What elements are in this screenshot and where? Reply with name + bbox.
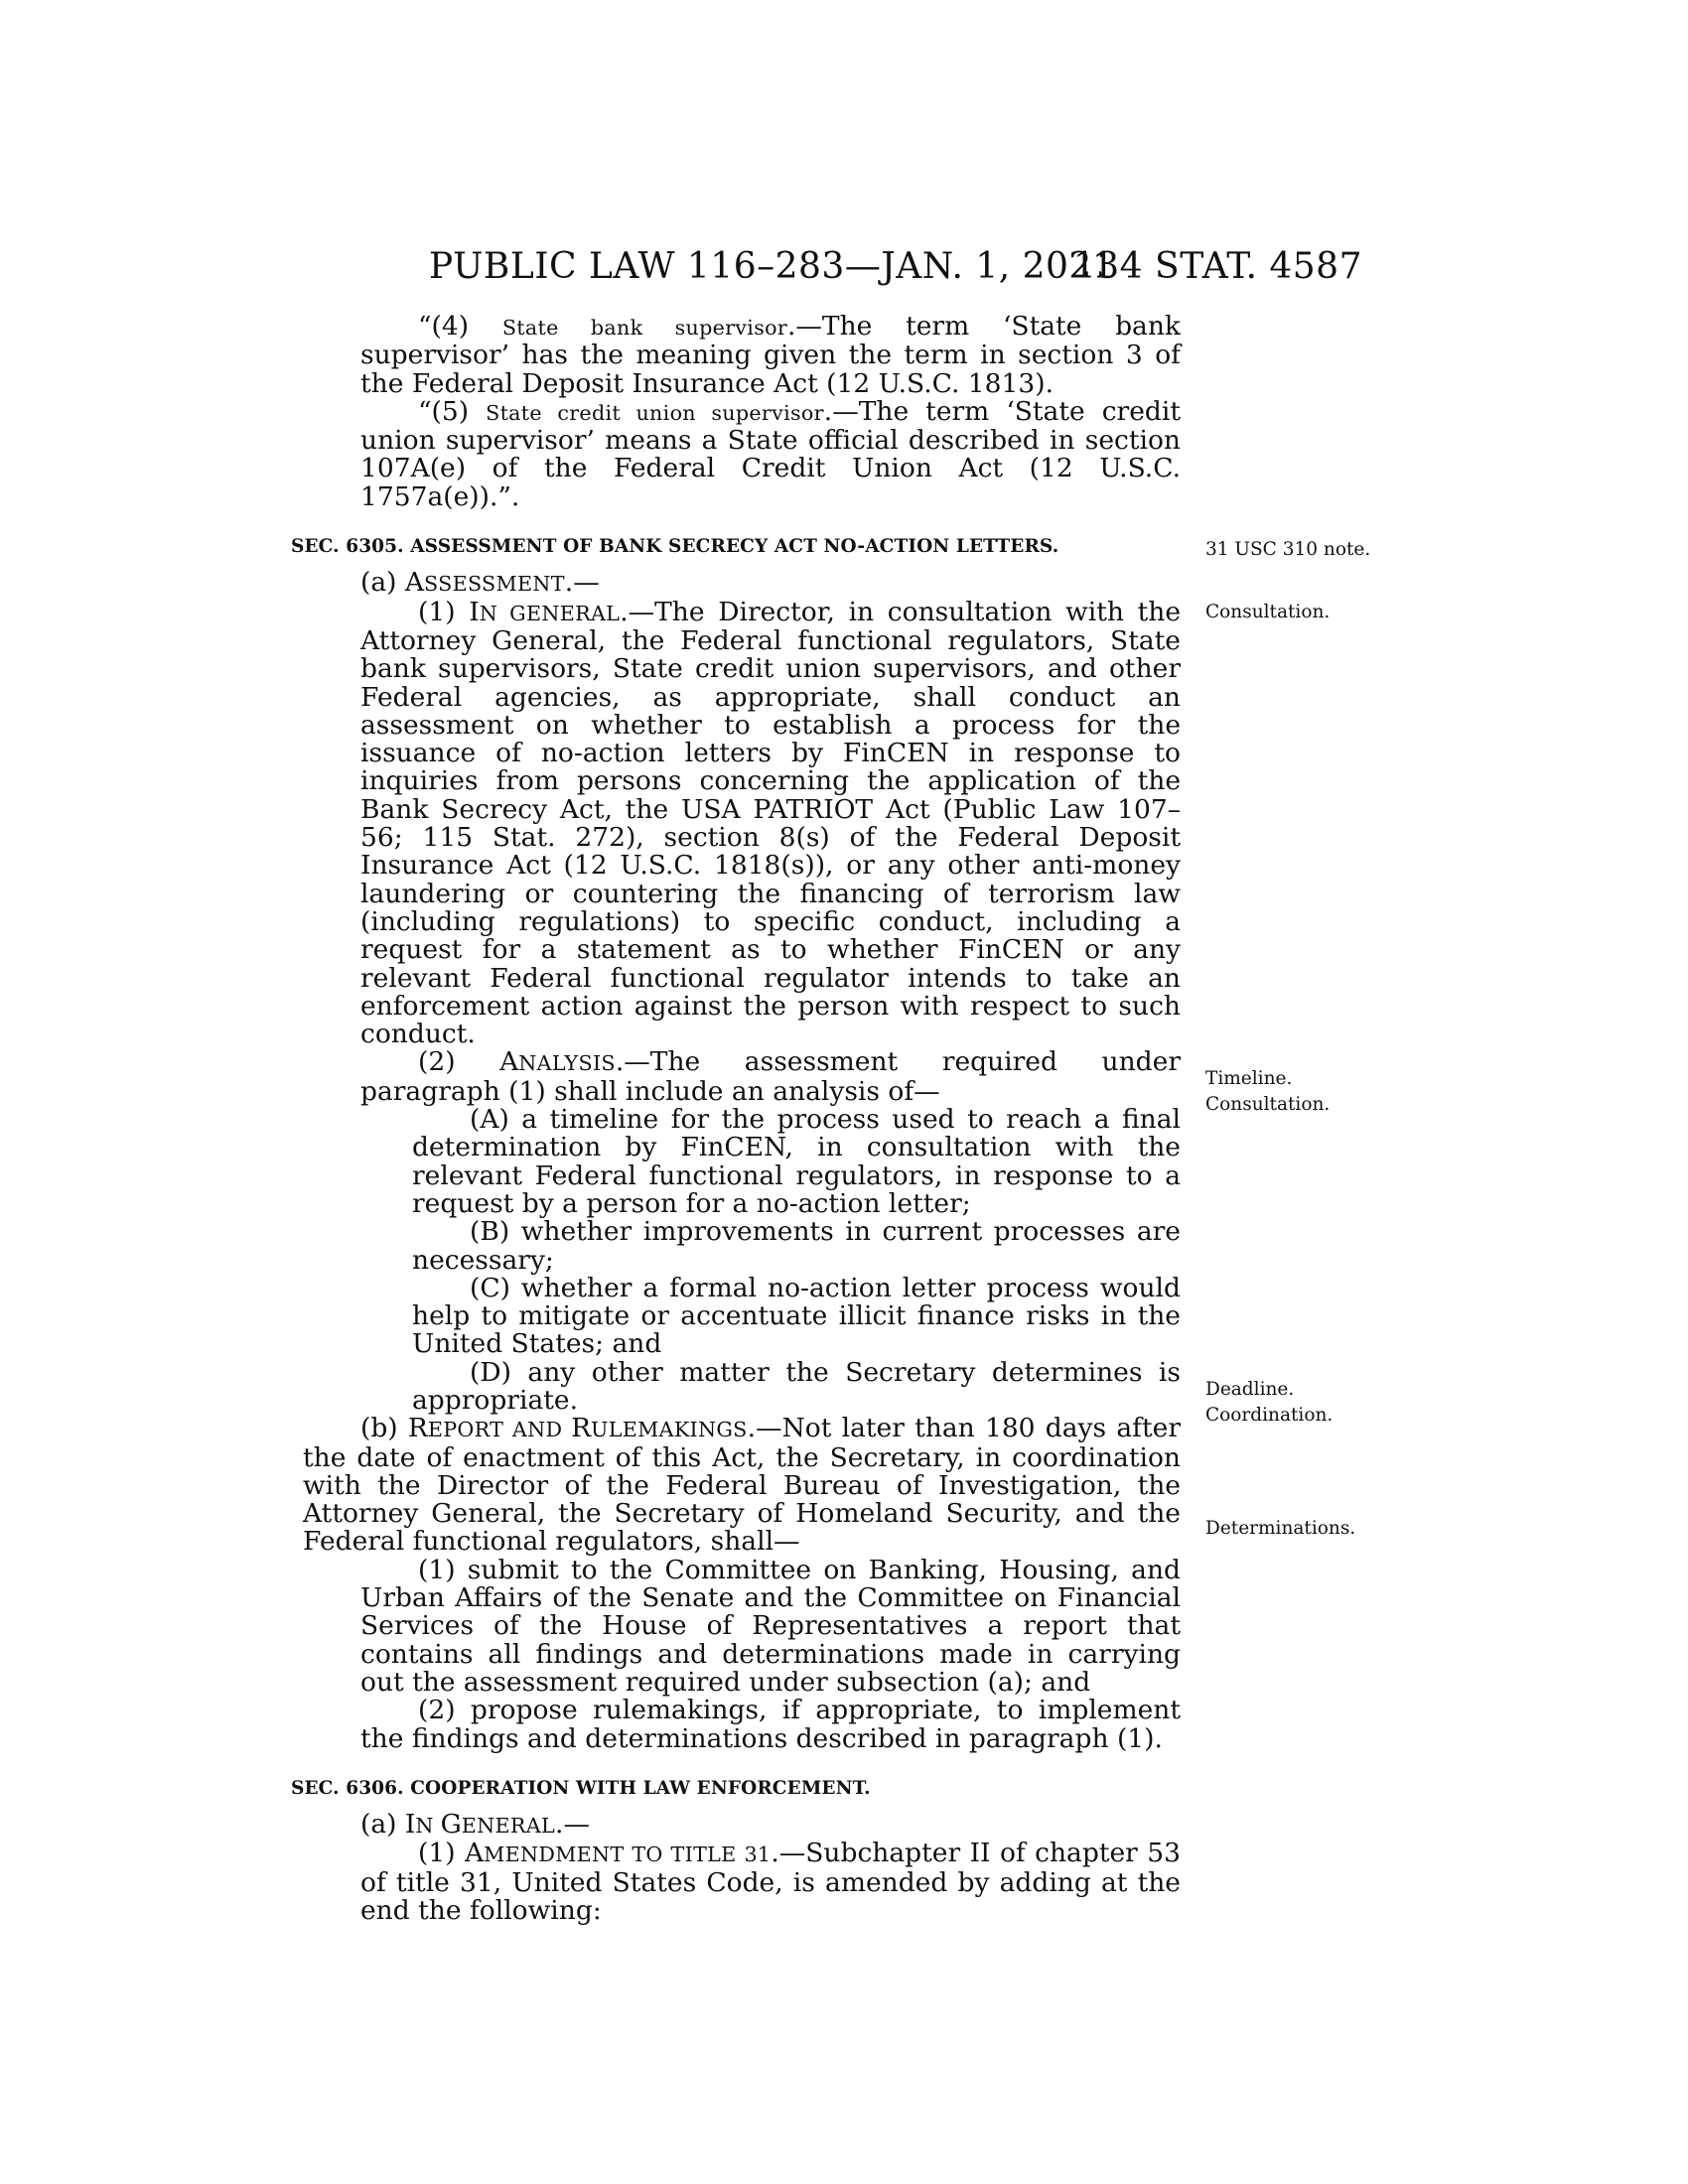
paragraph-heading: NALYSIS: [518, 1051, 616, 1076]
margin-note-determinations: Determinations.: [1205, 1518, 1356, 1539]
subsection-heading-rest: ULEMAKINGS: [591, 1418, 748, 1442]
margin-note-line: Coordination.: [1205, 1405, 1334, 1426]
paragraph-heading: State credit union supervisor: [486, 400, 824, 425]
margin-note-line: Timeline.: [1205, 1068, 1293, 1089]
section-6306-heading: SEC. 6306. COOPERATION WITH LAW ENFORCEMENT.: [291, 1777, 871, 1799]
body-text: [291, 311, 1181, 1927]
paragraph-number: “(5): [418, 395, 487, 427]
subsection-number: (a) I: [360, 1809, 416, 1841]
paragraph-text: .—Subchapter II of chapter 53 of title 31, United States Code, is amended by adding at the end the following:: [360, 1838, 1181, 1927]
paragraph-4: [303, 313, 1181, 398]
paragraph-number: (1) I: [418, 596, 480, 627]
subparagraph-C: (C) whether a formal no-action letter process would help to mitigate or accentuate illicit finance risks in the United States; and: [412, 1272, 1181, 1360]
page-stat-number: 134 STAT. 4587: [1072, 246, 1362, 287]
subsection-6306-a: [303, 1811, 1181, 1840]
subsection-dash: .—: [564, 567, 600, 599]
paragraph-text: .—The assessment required under paragraph (1) shall include an analysis of—: [360, 1046, 1181, 1107]
subsection-a: [303, 569, 1181, 598]
subparagraph-D: (D) any other matter the Secretary determines is appropriate.: [412, 1356, 1181, 1416]
subsection-b: [303, 1415, 1181, 1556]
paragraph-5: [303, 395, 1181, 512]
paragraph-text: .—The term ‘State bank supervisor’ has the meaning given the term in section 3 of the Federal Deposit Insurance Act (12 U.S.C. 1813).: [360, 311, 1181, 399]
section-6305-heading: SEC. 6305. ASSESSMENT OF BANK SECRECY ACT NO-ACTION LETTERS.: [291, 536, 1059, 558]
margin-note-consultation: Consultation.: [1205, 602, 1331, 622]
paragraph-number: (1) A: [418, 1838, 485, 1869]
subsection-heading: N: [415, 1814, 441, 1839]
subsection-heading-cap: G: [440, 1809, 462, 1841]
paragraph-text: .—The Director, in consultation with the Attorney General, the Federal functional regulators, State bank supervisors, State credit union supervisors, and other Federal agencies, as appropriate, shall conduct an assessment on whether to establish a process for the issuance of no-action letters by FinCEN in response to inquiries from persons concerning the application of the Bank Secrecy Act, the USA PATRIOT Act (Public Law 107–56; 115 Stat. 272), section 8(s) of the Federal Deposit Insurance Act (12 U.S.C. 1818(s)), or any other anti-money laundering or countering the financing of terrorism law (including regulations) to specific conduct, including a request for a statement as to whether FinCEN or any relevant Federal functional regulator intends to take an enforcement action against the person with respect to such conduct.: [360, 596, 1181, 1050]
paragraph-b2: (2) propose rulemakings, if appropriate, to implement the findings and determinations described in paragraph (1).: [360, 1695, 1181, 1754]
paragraph-a2: [303, 1048, 1181, 1106]
subsection-dash: .—: [555, 1809, 590, 1841]
margin-note-line: Deadline.: [1205, 1379, 1295, 1400]
paragraph-6306-a1: [303, 1840, 1181, 1925]
subparagraph-B: (B) whether improvements in current processes are necessary;: [412, 1216, 1181, 1276]
paragraph-a1: [303, 596, 1181, 1050]
paragraph-number: (2) A: [418, 1046, 519, 1078]
subparagraph-A: (A) a timeline for the process used to reach a final determination by FinCEN, in consultation with the relevant Federal functional regulators, in response to a request by a person for a no-action letter;: [412, 1104, 1181, 1219]
subsection-heading: SSESSMENT: [424, 572, 565, 597]
paragraph-b1: (1) submit to the Committee on Banking, Housing, and Urban Affairs of the Senate and the Committee on Financial Services of the House of Representatives a report that contains all findings and determinations made in carrying out the assessment required under subsection (a); and: [360, 1554, 1181, 1698]
margin-note-deadline: [1205, 1377, 1404, 1429]
margin-note-line: Consultation.: [1205, 1094, 1331, 1115]
subsection-text: .—Not later than 180 days after the date of enactment of this Act, the Secretary, in coordination with the Director of the Federal Bureau of Investigation, the Attorney General, the Secretary of Homeland Security, and the Federal functional regulators, shall—: [303, 1413, 1181, 1558]
subsection-heading: EPORT AND: [427, 1418, 572, 1442]
running-header-title: PUBLIC LAW 116–283—JAN. 1, 2021: [429, 246, 1116, 287]
paragraph-text: .—The term ‘State credit union supervisor’ means a State official described in section 107A(e) of the Federal Credit Union Act (12 U.S.C. 1757a(e)).”.: [360, 395, 1181, 512]
paragraph-heading: MENDMENT TO TITLE 31: [484, 1843, 772, 1867]
subsection-heading-cap: R: [571, 1413, 592, 1444]
subsection-number: (a) A: [360, 567, 425, 599]
margin-note-timeline: [1205, 1066, 1404, 1118]
margin-note-usc: 31 USC 310 note.: [1205, 539, 1371, 560]
paragraph-heading: State bank supervisor: [501, 316, 787, 340]
subsection-number: (b) R: [360, 1413, 428, 1444]
subsection-heading-rest: ENERAL: [461, 1814, 556, 1839]
paragraph-number: “(4): [418, 311, 502, 341]
paragraph-heading: N GENERAL: [479, 601, 621, 625]
